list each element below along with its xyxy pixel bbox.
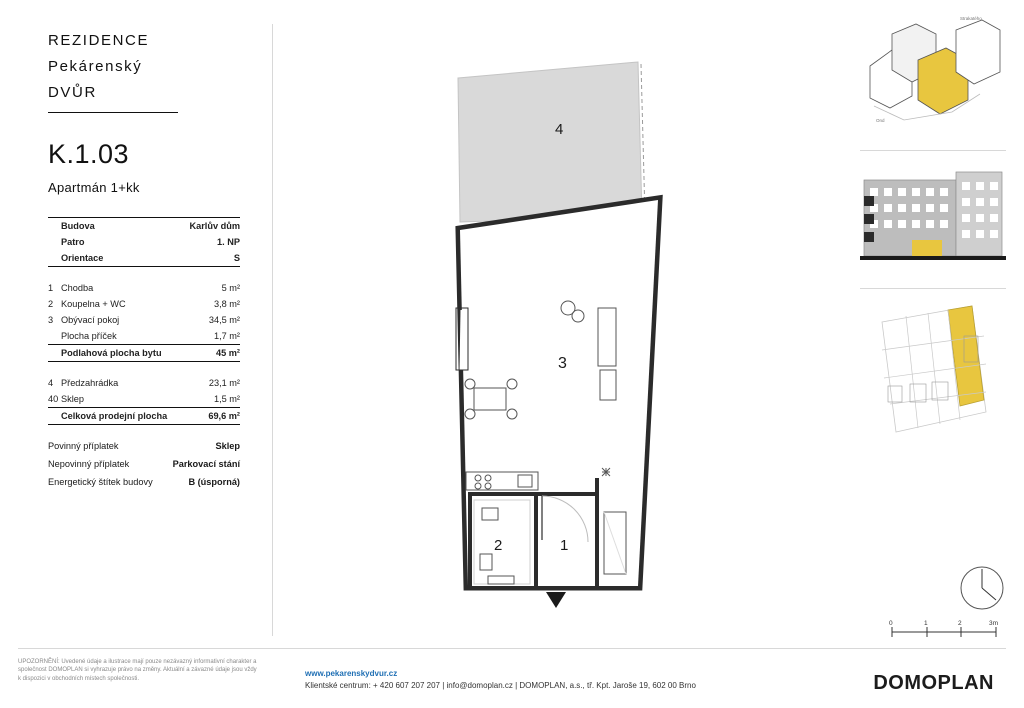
partition-wall-west — [468, 492, 472, 586]
scale-label-0: 0 — [889, 620, 893, 627]
room-label-hall: 1 — [560, 537, 569, 554]
table-row — [48, 391, 240, 408]
info-panel — [48, 28, 248, 491]
extra-area: 23,1 m² — [208, 378, 240, 388]
spec-value: Karlův dům — [182, 218, 240, 235]
room-label: Obývací pokoj — [61, 315, 120, 325]
brand-divider — [48, 112, 178, 113]
contact-line: Klientské centrum: + 420 607 207 207 | info@domoplan.cz | DOMOPLAN, a.s., tř. Kpt. Jaroše 19, 602 00 Brno — [305, 681, 696, 690]
extra-label: Předzahrádka — [61, 378, 119, 388]
room-area: 1,7 m² — [213, 331, 240, 341]
partition-wall-hall — [595, 478, 599, 586]
room-label: Koupelna + WC — [61, 299, 126, 309]
room-area: 5 m² — [221, 283, 240, 293]
room-label: Chodba — [61, 283, 94, 293]
partition-wall-bath — [534, 492, 538, 586]
attribute-value: Sklep — [215, 441, 240, 451]
room-label-bath: 2 — [494, 537, 503, 554]
disclaimer-text: UPOZORNĚNÍ: Uvedené údaje a ilustrace mají pouze nezávazný informativní charakter a společnost DOMOPLAN si vyhrazuje právo na změny. Aktuální a závazné údaje jsou vždy k dispozici v obchodních místech společnosti. — [18, 659, 257, 682]
room-number: 3 — [48, 315, 54, 325]
room-area: 34,5 m² — [208, 315, 240, 325]
axo-street-label-2: Ond — [876, 118, 885, 123]
subtotal-label: Podlahová plocha bytu — [61, 345, 182, 362]
extra-number: 4 — [48, 378, 54, 388]
room-number — [48, 328, 61, 345]
table-row — [48, 328, 240, 345]
footer-divider — [18, 648, 1006, 649]
table-row-total — [48, 408, 240, 425]
terrace-area — [458, 62, 642, 222]
elevation-marker — [864, 196, 874, 206]
table-row — [48, 375, 240, 391]
attribute-value: B (úsporná) — [188, 477, 240, 487]
spec-label: Budova — [61, 218, 182, 235]
table-row — [48, 296, 240, 312]
table-row — [48, 455, 240, 473]
unit-code: K.1.03 — [48, 139, 130, 169]
table-row — [48, 280, 240, 296]
total-value: 69,6 m² — [182, 408, 240, 425]
attribute-label: Nepovinný příplatek — [48, 459, 130, 469]
scale-label-1: 1 — [924, 620, 928, 627]
specs-table — [48, 217, 240, 425]
scale-label-3: 3m — [989, 620, 999, 627]
logo-part-a: DOM — [873, 672, 922, 694]
extra-number: 40 — [48, 394, 59, 404]
brand-line-2: Pekárenský — [48, 58, 143, 75]
brand-line-1: REZIDENCE — [48, 32, 150, 49]
right-divider-top — [860, 150, 1006, 151]
table-row — [48, 312, 240, 328]
table-row-subtotal — [48, 345, 240, 362]
extra-area: 1,5 m² — [213, 394, 240, 404]
attribute-value: Parkovací stání — [172, 459, 240, 469]
logo-part-b: OPLAN — [921, 672, 994, 694]
spec-label: Patro — [61, 237, 85, 247]
table-row — [48, 437, 240, 455]
entrance-arrow-icon — [546, 592, 566, 608]
spec-value: S — [182, 250, 240, 267]
attribute-label: Povinný příplatek — [48, 441, 119, 451]
project-brand — [48, 28, 248, 113]
total-label: Celková prodejní plocha — [61, 408, 182, 425]
subtotal-value: 45 m² — [182, 345, 240, 362]
scale-bar — [888, 618, 1004, 644]
apartment-interior-fill — [460, 200, 658, 586]
elevation-view — [860, 166, 1006, 276]
room-label-living: 3 — [558, 355, 567, 372]
table-row — [48, 218, 240, 235]
elevation-marker — [864, 214, 874, 224]
right-divider-mid — [860, 288, 1006, 289]
room-number: 2 — [48, 299, 54, 309]
extra-label: Sklep — [61, 394, 84, 404]
axo-building-c — [956, 20, 1000, 84]
attributes-table — [48, 437, 240, 491]
window-opening-west — [463, 310, 464, 370]
compass-needle-south — [982, 588, 996, 600]
floor-plan — [430, 20, 720, 620]
partition-wall-horizontal — [468, 492, 598, 496]
room-label-terrace: 4 — [555, 121, 564, 138]
brand-line-3: DVŮR — [48, 84, 97, 101]
attribute-label: Energetický štítek budovy — [48, 477, 153, 487]
radiator-icon — [602, 468, 610, 476]
axo-street-label: Strakatého — [960, 16, 982, 21]
spec-label: Orientace — [61, 250, 182, 267]
elevation-ground-line — [860, 256, 1006, 260]
room-number: 1 — [48, 283, 54, 293]
unit-subtitle: Apartmán 1+kk — [48, 180, 140, 195]
floor-plan-drawing — [430, 20, 720, 620]
key-plan — [876, 300, 994, 440]
elevation-highlight-unit — [912, 240, 942, 256]
room-label: Plocha příček — [61, 331, 117, 341]
panel-divider — [272, 24, 273, 636]
window-opening-north — [650, 216, 652, 234]
axonometric-view — [860, 14, 1006, 132]
contact-block — [305, 668, 696, 692]
room-area: 3,8 m² — [213, 299, 240, 309]
website-link[interactable]: www.pekarenskydvur.cz — [305, 669, 398, 678]
compass-icon — [958, 564, 1006, 612]
elevation-marker — [864, 232, 874, 242]
table-row — [48, 250, 240, 267]
spec-value: 1. NP — [217, 237, 240, 247]
table-row — [48, 473, 240, 491]
table-row — [48, 234, 240, 250]
scale-label-2: 2 — [958, 620, 962, 627]
company-logo — [873, 672, 994, 695]
